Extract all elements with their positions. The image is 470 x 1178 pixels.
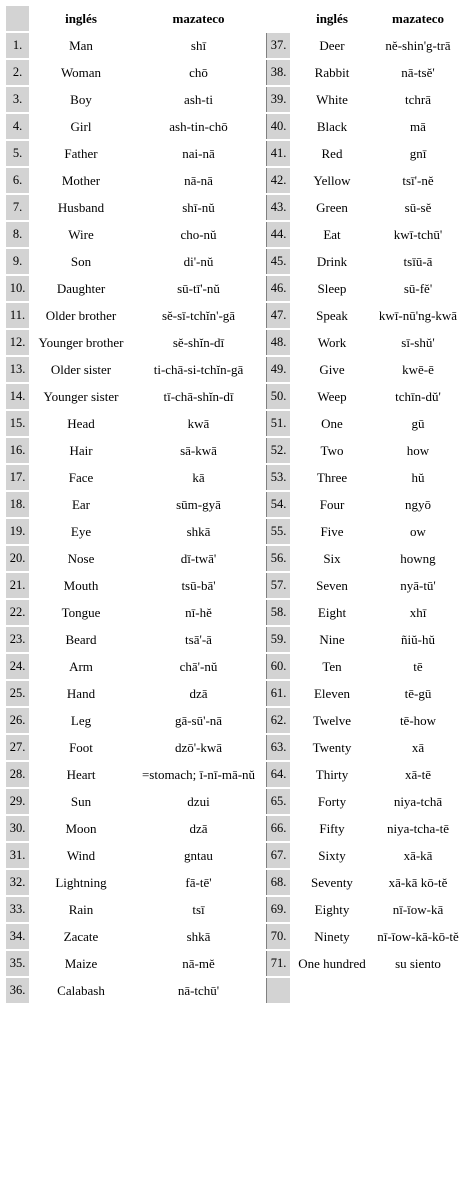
entry-number: 15. (6, 411, 29, 436)
mazatec-word: sā-kwā (180, 442, 217, 458)
english-word: Fifty (319, 820, 345, 836)
mazatec-word: tē-gū (404, 685, 432, 701)
mazatec-word: niya-tchā (393, 793, 443, 809)
english-word: Leg (70, 712, 92, 728)
entry-number: 20. (6, 546, 29, 571)
english-word: Seven (316, 577, 348, 593)
table-row (6, 897, 462, 922)
mazatec-word: tē (413, 658, 423, 674)
entry-number: 13. (6, 357, 29, 382)
entry-number: 42. (266, 168, 290, 193)
mazatec-word: xā-kā kō-tĕ (388, 874, 448, 890)
entry-number: 19. (6, 519, 29, 544)
table-row (6, 384, 462, 409)
entry-number: 48. (266, 330, 290, 355)
table-row (6, 303, 462, 328)
entry-number: 40. (266, 114, 290, 139)
mazatec-word: dzō'-kwā (174, 739, 223, 755)
entry-number: 10. (6, 276, 29, 301)
entry-number: 28. (6, 762, 29, 787)
mazatec-word: cho-nŭ (180, 226, 217, 242)
table-row (6, 951, 462, 976)
mazatec-word: sī-shŭ' (401, 334, 435, 350)
english-word: Eight (317, 604, 347, 620)
table-row (6, 519, 462, 544)
table-row (6, 357, 462, 382)
mazatec-word: nĕ-shin'g-trā (385, 37, 451, 53)
entry-number: 11. (6, 303, 29, 328)
english-word: Son (70, 253, 92, 269)
mazatec-header-right: mazateco (392, 10, 444, 26)
entry-number: 37. (266, 33, 290, 58)
english-word: Sleep (317, 280, 347, 296)
mazatec-word: dzui (187, 793, 210, 809)
mazatec-word: ñiŭ-hŭ (401, 631, 435, 647)
english-word: One (321, 415, 343, 431)
mazatec-word: di'-nŭ (183, 253, 214, 269)
mazatec-word: shkā (186, 928, 211, 944)
english-word: Daughter (56, 280, 106, 296)
entry-number: 18. (6, 492, 29, 517)
english-word: Heart (66, 766, 96, 782)
mazatec-word: nai-nā (182, 145, 215, 161)
table-row (6, 924, 462, 949)
english-word: Younger brother (38, 334, 124, 350)
table-row (6, 600, 462, 625)
number-header-left (6, 6, 29, 31)
mazatec-word: tē-how (399, 712, 437, 728)
entry-number: 52. (266, 438, 290, 463)
mazatec-word: tchīn-dŭ' (395, 388, 441, 404)
english-word: Two (320, 442, 344, 458)
mazatec-word: ti-chā-si-tchĭn-gā (153, 361, 244, 377)
english-word: Boy (70, 91, 92, 107)
entry-number: 53. (266, 465, 290, 490)
english-word: Arm (69, 658, 93, 674)
mazatec-word: sĕ-sī-tchĭn'-gā (161, 307, 236, 323)
english-word: Nine (319, 631, 345, 647)
english-word: Older brother (45, 307, 117, 323)
entry-number: 26. (6, 708, 29, 733)
entry-number: 46. (266, 276, 290, 301)
entry-number: 8. (6, 222, 29, 247)
table-row (6, 249, 462, 274)
mazatec-word: ngyō (405, 496, 431, 512)
mazatec-word: nī-hĕ (185, 604, 212, 620)
english-word: Twelve (312, 712, 352, 728)
table-row (6, 816, 462, 841)
english-word: Lightning (55, 874, 107, 890)
english-word: Five (320, 523, 344, 539)
mazatec-word: shī (190, 37, 207, 53)
mazatec-word: gā-sū'-nā (174, 712, 223, 728)
entry-number: 21. (6, 573, 29, 598)
english-word: Twenty (312, 739, 352, 755)
table-row (6, 411, 462, 436)
english-word: Yellow (313, 172, 351, 188)
mazatec-word: sūm-gyā (176, 496, 221, 512)
entry-number: 16. (6, 438, 29, 463)
english-word: Ninety (314, 928, 350, 944)
entry-number: 67. (266, 843, 290, 868)
table-row (6, 141, 462, 166)
mazatec-word: how (406, 442, 430, 458)
mazatec-word: xā-kā (403, 847, 433, 863)
english-word: Ear (71, 496, 91, 512)
english-word: Woman (60, 64, 102, 80)
entry-number: 12. (6, 330, 29, 355)
mazatec-word: kwī-tchū' (393, 226, 443, 242)
english-word: Father (64, 145, 98, 161)
mazatec-word: xhī (409, 604, 427, 620)
english-word: Hair (69, 442, 93, 458)
english-word: Girl (70, 118, 92, 134)
english-word: Rain (68, 901, 94, 917)
entry-number: 63. (266, 735, 290, 760)
table-row (6, 438, 462, 463)
entry-number: 23. (6, 627, 29, 652)
entry-number: 34. (6, 924, 29, 949)
english-word: Husband (57, 199, 105, 215)
entry-number: 57. (266, 573, 290, 598)
english-word: Wire (68, 226, 94, 242)
table-row (6, 276, 462, 301)
english-word: Eleven (313, 685, 351, 701)
entry-number: 51. (266, 411, 290, 436)
mazatec-word: =stomach; ī-nī-mā-nŭ (141, 766, 256, 782)
english-word: Three (316, 469, 348, 485)
mazatec-word: nī-īow-kā (392, 901, 444, 917)
table-row (6, 114, 462, 139)
entry-number: 9. (6, 249, 29, 274)
entry-number: 31. (6, 843, 29, 868)
entry-number: 61. (266, 681, 290, 706)
mazatec-word: howng (400, 550, 436, 566)
entry-number: 3. (6, 87, 29, 112)
entry-number: 54. (266, 492, 290, 517)
entry-number: 5. (6, 141, 29, 166)
entry-number: 36. (6, 978, 29, 1003)
english-word: Eat (323, 226, 341, 242)
table-row (6, 222, 462, 247)
entry-number: 17. (6, 465, 29, 490)
table-row (6, 33, 462, 58)
english-word: Younger sister (43, 388, 119, 404)
table-row (6, 627, 462, 652)
mazatec-word: tchrā (405, 91, 431, 107)
mazatec-word: niya-tcha-tē (386, 820, 450, 836)
mazatec-word: nī-īow-kā-kō-tĕ (377, 928, 459, 944)
english-word: Face (68, 469, 94, 485)
english-word: Zacate (63, 928, 99, 944)
entry-number: 24. (6, 654, 29, 679)
vocabulary-table (4, 4, 464, 1005)
english-word: Calabash (57, 982, 105, 998)
entry-number: 25. (6, 681, 29, 706)
english-word: White (316, 91, 348, 107)
entry-number: 70. (266, 924, 290, 949)
english-word: Tongue (61, 604, 101, 620)
entry-number: 56. (266, 546, 290, 571)
english-word: Six (323, 550, 341, 566)
table-row (6, 681, 462, 706)
entry-number: 50. (266, 384, 290, 409)
table-row (6, 789, 462, 814)
mazatec-word: gntau (184, 847, 213, 863)
table-row (6, 195, 462, 220)
entry-number: 2. (6, 60, 29, 85)
english-word: Drink (316, 253, 348, 269)
mazatec-word: xā-tē (405, 766, 431, 782)
entry-number: 65. (266, 789, 290, 814)
english-word: Wind (66, 847, 96, 863)
entry-number: 55. (266, 519, 290, 544)
table-row (6, 870, 462, 895)
english-word: Seventy (311, 874, 353, 890)
entry-number: 14. (6, 384, 29, 409)
english-word: Speak (316, 307, 348, 323)
entry-number: 69. (266, 897, 290, 922)
empty-cell (374, 978, 462, 1003)
english-word: Four (319, 496, 345, 512)
mazatec-word: hŭ (411, 469, 425, 485)
mazatec-word: tsā'-ā (185, 631, 212, 647)
entry-number: 22. (6, 600, 29, 625)
entry-number: 29. (6, 789, 29, 814)
entry-number: 58. (266, 600, 290, 625)
entry-number: 62. (266, 708, 290, 733)
entry-number: 41. (266, 141, 290, 166)
header-row (6, 6, 462, 31)
english-word: Work (317, 334, 347, 350)
english-word: Hand (66, 685, 96, 701)
english-word: Black (316, 118, 348, 134)
entry-number: 49. (266, 357, 290, 382)
mazatec-word: shī-nŭ (182, 199, 215, 215)
english-word: Sun (70, 793, 92, 809)
mazatec-word: tsī (192, 901, 205, 917)
mazatec-word: kwā (187, 415, 210, 431)
empty-number-cell (266, 978, 290, 1003)
english-word: Beard (65, 631, 97, 647)
mazatec-word: dzā (189, 820, 208, 836)
mazatec-word: kā (192, 469, 205, 485)
entry-number: 45. (266, 249, 290, 274)
mazatec-word: ash-ti (184, 91, 213, 107)
mazatec-word: tsī'-nĕ (402, 172, 434, 188)
mazatec-word: kwī-nū'ng-kwā (378, 307, 458, 323)
table-row (6, 546, 462, 571)
entry-number: 38. (266, 60, 290, 85)
english-header-left: inglés (65, 10, 97, 26)
mazatec-word: nā-tsĕ' (401, 64, 435, 80)
english-word: Head (67, 415, 95, 431)
english-word: Foot (69, 739, 93, 755)
mazatec-word: tsīū-ā (403, 253, 433, 269)
mazatec-word: mā (410, 118, 426, 134)
english-word: Maize (64, 955, 98, 971)
english-word: Moon (65, 820, 97, 836)
table-row (6, 762, 462, 787)
mazatec-word: nā-tchū' (177, 982, 220, 998)
mazatec-word: gū (411, 415, 425, 431)
english-word: Thirty (315, 766, 349, 782)
mazatec-word: dzā (189, 685, 208, 701)
english-word: One hundred (298, 955, 366, 971)
mazatec-word: sū-sĕ (404, 199, 432, 215)
english-word: Sixty (318, 847, 346, 863)
entry-number: 47. (266, 303, 290, 328)
number-header-right (266, 6, 290, 31)
english-word: Rabbit (314, 64, 350, 80)
english-word: Weep (317, 388, 347, 404)
entry-number: 30. (6, 816, 29, 841)
mazatec-word: fā-tē' (185, 874, 212, 890)
table-row (6, 60, 462, 85)
table-row (6, 492, 462, 517)
entry-number: 44. (266, 222, 290, 247)
mazatec-word: nā-nā (184, 172, 213, 188)
entry-number: 43. (266, 195, 290, 220)
table-row (6, 978, 462, 1003)
mazatec-word: su siento (395, 955, 441, 971)
mazatec-word: gnī (409, 145, 427, 161)
entry-number: 68. (266, 870, 290, 895)
entry-number: 35. (6, 951, 29, 976)
english-header-right: inglés (316, 10, 348, 26)
mazatec-word: nyā-tū' (400, 577, 436, 593)
english-word: Eighty (314, 901, 350, 917)
entry-number: 4. (6, 114, 29, 139)
english-word: Forty (317, 793, 347, 809)
english-word: Nose (67, 550, 95, 566)
mazatec-word: xā (411, 739, 425, 755)
table-row (6, 654, 462, 679)
english-word: Deer (319, 37, 345, 53)
table-row (6, 843, 462, 868)
table-row (6, 708, 462, 733)
english-word: Eye (70, 523, 92, 539)
english-word: Mouth (63, 577, 99, 593)
entry-number: 6. (6, 168, 29, 193)
mazatec-header-left: mazateco (172, 10, 225, 26)
english-word: Man (69, 37, 93, 53)
entry-number: 60. (266, 654, 290, 679)
mazatec-word: sĕ-shĭn-dī (172, 334, 225, 350)
table-row (6, 87, 462, 112)
mazatec-word: chā'-nŭ (179, 658, 218, 674)
entry-number: 39. (266, 87, 290, 112)
entry-number: 64. (266, 762, 290, 787)
english-word: Older sister (50, 361, 112, 377)
mazatec-word: sū-tī'-nŭ (177, 280, 220, 296)
table-row (6, 465, 462, 490)
entry-number: 59. (266, 627, 290, 652)
english-word: Red (321, 145, 343, 161)
english-word: Ten (322, 658, 342, 674)
entry-number: 33. (6, 897, 29, 922)
mazatec-word: nā-mĕ (182, 955, 215, 971)
mazatec-word: chō (189, 64, 208, 80)
english-word: Mother (61, 172, 101, 188)
mazatec-word: dī-twā' (180, 550, 217, 566)
entry-number: 27. (6, 735, 29, 760)
english-word: Give (319, 361, 345, 377)
entry-number: 7. (6, 195, 29, 220)
entry-number: 71. (266, 951, 290, 976)
table-row (6, 330, 462, 355)
entry-number: 1. (6, 33, 29, 58)
mazatec-word: ow (410, 523, 426, 539)
mazatec-word: sū-fĕ' (403, 280, 433, 296)
table-row (6, 735, 462, 760)
empty-cell (292, 978, 372, 1003)
mazatec-word: kwē-ē (402, 361, 434, 377)
table-row (6, 573, 462, 598)
table-row (6, 168, 462, 193)
entry-number: 32. (6, 870, 29, 895)
entry-number: 66. (266, 816, 290, 841)
mazatec-word: shkā (186, 523, 211, 539)
mazatec-word: tsū-bā' (181, 577, 216, 593)
vocabulary-body (6, 33, 462, 1003)
mazatec-word: tī-chā-shĭn-dī (163, 388, 234, 404)
mazatec-word: ash-tin-chō (169, 118, 228, 134)
english-word: Green (316, 199, 348, 215)
